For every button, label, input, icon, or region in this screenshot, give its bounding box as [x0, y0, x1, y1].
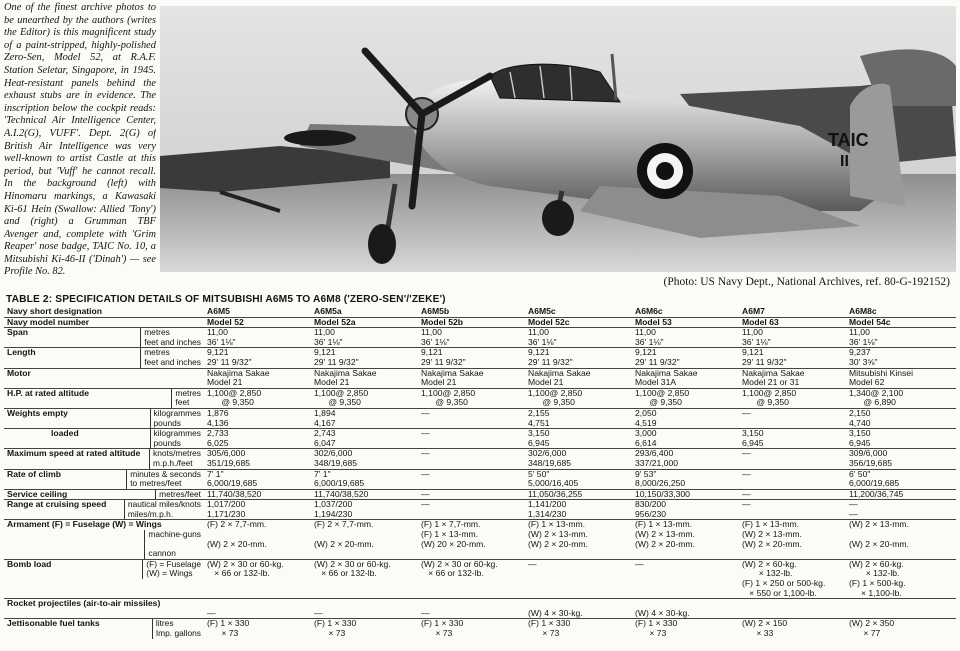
row-label-text: Range at cruising speed — [7, 499, 107, 510]
table-cell: (W) 2 × 30 or 60-kg. × 66 or 132-lb. — [314, 559, 391, 579]
table-cell: (W) 4 × 30-kg. — [528, 607, 583, 618]
table-cell: 11,00 36' 1⅛" — [528, 327, 557, 347]
row-label — [4, 429, 204, 449]
row-sub-labels: kilogrammes pounds — [150, 409, 201, 428]
table-cell: — — [742, 408, 751, 418]
table-cell: Model 54c — [849, 317, 891, 327]
table-cell: 1,100@ 2,850 @ 9,350 — [421, 388, 476, 408]
table-cell: 7' 1" 6,000/19,685 — [207, 469, 258, 489]
table-cell: — — [742, 448, 751, 459]
table-cell — [846, 599, 956, 619]
table-cell: Nakajima Sakae Model 21 — [314, 368, 377, 388]
table-row — [4, 619, 956, 639]
table-cell: (W) 2 × 60-kg. × 132-lb. (F) 1 × 250 or 500-kg. × 550 or 1,100-lb. — [742, 559, 826, 598]
table-cell: (F) 2 × 7,7-mm. (W) 2 × 20-mm. — [314, 519, 374, 549]
table-cell: Nakajima Sakae Model 21 — [421, 368, 484, 388]
table-cell: — — [742, 489, 751, 499]
row-label-text: Length — [7, 347, 36, 358]
table-cell: 3,150 6,945 — [528, 428, 550, 448]
row-label — [4, 368, 204, 388]
row-label-text: Bomb load — [7, 559, 52, 569]
table-row — [4, 317, 956, 328]
table-cell: — — [314, 607, 323, 618]
row-label-text: Maximum speed at rated altitude — [7, 448, 141, 459]
table-cell: 2,155 4,751 — [528, 408, 550, 428]
row-label-text: Motor — [7, 368, 31, 378]
row-label — [4, 348, 204, 368]
table-cell: (F) 1 × 330 × 73 — [207, 618, 250, 638]
row-label — [4, 317, 204, 328]
table-cell: A6M8c — [849, 307, 877, 316]
table-cell: 9' 53" 8,000/26,250 — [635, 469, 686, 489]
photo-credit: (Photo: US Navy Dept., National Archives, ref. 80-G-192152) — [663, 276, 950, 288]
table-cell: — — [421, 499, 430, 510]
table-cell: 11,00 36' 1⅛" — [314, 327, 343, 347]
table-cell: 9,121 29' 11 9/32" — [421, 347, 466, 367]
table-row — [4, 500, 956, 520]
table-cell: 11,050/36,255 — [528, 489, 583, 499]
table-cell: 302/6,000 348/19,685 — [528, 448, 572, 468]
table-cell: — — [421, 428, 430, 439]
table-cell: A6M5c — [528, 307, 556, 316]
table-cell: 2,050 4,519 — [635, 408, 657, 428]
table-cell: (F) 1 × 13-mm. (W) 2 × 13-mm. (W) 2 × 20-mm. — [742, 519, 802, 549]
table-cell: — — [207, 607, 216, 618]
table-cell: (W) 2 × 30 or 60-kg. × 66 or 132-lb. — [421, 559, 498, 579]
table-cell: (W) 2 × 150 × 33 — [742, 618, 788, 638]
table-cell — [739, 599, 846, 619]
table-cell: — — [742, 469, 751, 479]
row-sub-labels: (F) = Fuselage (W) = Wings — [142, 560, 201, 579]
row-label — [4, 408, 204, 428]
table-cell: 1,100@ 2,850 @ 9,350 — [528, 388, 583, 408]
table-cell: 11,740/38,520 — [314, 489, 369, 499]
row-label-text: H.P. at rated altitude — [7, 388, 89, 398]
table-cell: 3,150 6,945 — [742, 428, 764, 448]
table-cell: (W) 2 × 30 or 60-kg. × 66 or 132-lb. — [207, 559, 284, 579]
table-cell: 3,150 6,945 — [849, 428, 871, 448]
table-cell: (W) 2 × 350 × 77 — [849, 618, 895, 638]
table-cell: 1,141/200 1,314/230 — [528, 499, 567, 519]
row-label-text: Rate of climb — [7, 469, 61, 479]
table-cell: Mitsubishi Kinsei Model 62 — [849, 368, 913, 388]
table-cell: (F) 1 × 13-mm. (W) 2 × 13-mm. (W) 2 × 20-mm. — [528, 519, 588, 549]
table-cell: 1,100@ 2,850 @ 9,350 — [635, 388, 690, 408]
table-cell: (F) 1 × 330 × 73 — [314, 618, 357, 638]
table-cell: — — [421, 607, 430, 618]
tail-code-number: II — [840, 153, 849, 170]
row-label-text: loaded — [51, 428, 79, 439]
table-cell: 9,121 29' 11 9/32" — [742, 347, 787, 367]
table-cell: A6M5b — [421, 307, 450, 316]
table-cell: (F) 1 × 7,7-mm. (F) 1 × 13-mm. (W) 20 × 20-mm. — [421, 519, 486, 549]
table-cell: 2,150 4,740 — [849, 408, 871, 428]
row-sub-labels: nautical miles/knots miles/m.p.h. — [124, 500, 201, 519]
row-sub-labels: litres Imp. gallons — [152, 619, 201, 638]
row-label-text: Service ceiling — [7, 489, 68, 499]
table-cell: Model 52b — [421, 317, 464, 327]
row-sub-labels: metres feet and inches — [140, 328, 201, 347]
table-cell: 1,340@ 2,100 @ 6,890 — [849, 388, 904, 408]
table-row — [4, 328, 956, 348]
row-label — [4, 599, 204, 619]
table-cell: (W) 4 × 30-kg. — [635, 607, 690, 618]
zero-sen-photograph — [160, 6, 956, 272]
table-cell: Nakajima Sakae Model 21 — [528, 368, 591, 388]
table-row — [4, 408, 956, 428]
table-cell: 9,121 29' 11 9/32" — [314, 347, 359, 367]
table-cell: — — [421, 408, 430, 418]
row-label — [4, 489, 204, 500]
table-cell: 1,100@ 2,850 @ 9,350 — [207, 388, 262, 408]
table-cell: 5' 50" 5,000/16,405 — [528, 469, 579, 489]
table-row — [4, 469, 956, 489]
table-row — [4, 559, 956, 598]
table-cell: Nakajima Sakae Model 21 or 31 — [742, 368, 805, 388]
table-cell: A6M5a — [314, 307, 342, 316]
row-label — [4, 559, 204, 598]
row-label-text: Armament (F) = Fuselage (W) = Wings — [7, 519, 162, 530]
table-cell: 11,740/38,520 — [207, 489, 262, 499]
table-cell: 11,00 36' 1⅛" — [635, 327, 664, 347]
table-cell: 9,237 30' 3⅝" — [849, 347, 878, 367]
table-cell: — — [528, 559, 537, 569]
table-cell: 1,876 4,136 — [207, 408, 229, 428]
table-cell: Nakajima Sakae Model 21 — [207, 368, 270, 388]
table-row — [4, 429, 956, 449]
table-cell: 11,00 36' 1⅛" — [421, 327, 450, 347]
table-cell: Model 63 — [742, 317, 779, 327]
row-label — [4, 520, 204, 559]
table-cell: — — [742, 499, 751, 510]
row-sub-labels: machine-guns cannon — [144, 530, 201, 559]
table-cell: 1,894 4,167 — [314, 408, 336, 428]
table-cell: 11,00 36' 1⅛" — [742, 327, 771, 347]
row-label-text: Navy short designation — [7, 307, 103, 316]
table-cell: 293/6,400 337/21,000 — [635, 448, 679, 468]
table-cell: 6' 50" 6,000/19,685 — [849, 469, 900, 489]
table-cell: Model 53 — [635, 317, 672, 327]
table-cell: A6M5 — [207, 307, 230, 316]
table-cell: (F) 1 × 330 × 73 — [528, 618, 571, 638]
table-cell: Model 52 — [207, 317, 244, 327]
table-title: TABLE 2: SPECIFICATION DETAILS OF MITSUBISHI A6M5 TO A6M8 ('ZERO-SEN'/'ZEKE') — [6, 294, 446, 305]
table-cell: 302/6,000 348/19,685 — [314, 448, 358, 468]
table-row — [4, 449, 956, 469]
table-cell: 3,000 6,614 — [635, 428, 657, 448]
table-cell: (F) 1 × 330 × 73 — [421, 618, 464, 638]
table-row — [4, 307, 956, 317]
row-label — [4, 328, 204, 348]
row-label-text: Weights empty — [7, 408, 68, 418]
table-cell: — — [635, 559, 644, 569]
row-label-text: Jettisonable fuel tanks — [7, 618, 100, 629]
table-cell: Nakajima Sakae Model 31A — [635, 368, 698, 388]
table-cell: 11,00 36' 1⅛" — [849, 327, 878, 347]
table-cell: 7' 1" 6,000/19,685 — [314, 469, 365, 489]
row-sub-labels: minutes & seconds to metres/feet — [126, 470, 201, 489]
table-cell: — — [421, 489, 430, 499]
table-cell: 9,121 29' 11 9/32" — [207, 347, 252, 367]
table-cell: Model 52c — [528, 317, 570, 327]
table-row — [4, 489, 956, 500]
table-cell: 2,743 6,047 — [314, 428, 336, 448]
row-sub-labels: metres feet and inches — [140, 348, 201, 367]
table-cell: A6M7 — [742, 307, 765, 316]
table-row — [4, 388, 956, 408]
table-cell: (W) 2 × 60-kg. × 132-lb. (F) 1 × 500-kg. × 1,100-lb. — [849, 559, 906, 598]
table-cell: 1,100@ 2,850 @ 9,350 — [742, 388, 797, 408]
table-cell: — — [421, 448, 430, 459]
table-cell: (F) 1 × 13-mm. (W) 2 × 13-mm. (W) 2 × 20-mm. — [635, 519, 695, 549]
row-label-text: Navy model number — [7, 317, 90, 327]
table-cell: (F) 1 × 330 × 73 — [635, 618, 678, 638]
row-label — [4, 469, 204, 489]
table-cell: 1,037/200 1,194/230 — [314, 499, 353, 519]
table-cell: 830/200 956/230 — [635, 499, 667, 519]
tail-code-text: TAIC — [828, 130, 869, 150]
table-cell: (W) 2 × 13-mm. (W) 2 × 20-mm. — [849, 519, 909, 549]
row-label — [4, 307, 204, 317]
row-label — [4, 388, 204, 408]
table-cell: 11,00 36' 1⅛" — [207, 327, 236, 347]
table-cell: Model 52a — [314, 317, 356, 327]
table-row — [4, 348, 956, 368]
row-label-text: Rocket projectiles (air-to-air missiles) — [7, 598, 161, 609]
table-cell: — — [421, 469, 430, 479]
table-cell: — — — [849, 499, 858, 519]
row-label — [4, 449, 204, 469]
table-cell: 10,150/33,300 — [635, 489, 690, 499]
row-sub-labels: kilogrammes pounds — [150, 429, 201, 448]
table-cell: 11,200/36,745 — [849, 489, 904, 499]
table-row — [4, 368, 956, 388]
table-cell: (F) 2 × 7,7-mm. (W) 2 × 20-mm. — [207, 519, 267, 549]
table-cell: 1,100@ 2,850 @ 9,350 — [314, 388, 369, 408]
table-cell: 9,121 29' 11 9/32" — [528, 347, 573, 367]
table-cell: 9,121 29' 11 9/32" — [635, 347, 680, 367]
photo-caption: One of the finest archive photos to be unearthed by the authors (writes the Editor) is this magnificent study of a paint-stripped, highly-polished Zero-Sen, Model 52, at R.A.F. Station Seletar, Singapore, in 1945. Heat-resistant panels behind the exhaust stubs are in evidence. The inscription below the cockpit reads: 'Technical Air Intelligence Center, A.I.2(G), VUFF'. Dept. 2(G) of British Air Intelligence was very well-known to artist Castle at this period, but 'Vuff' he cannot recall. In the background (left) with Hinomaru markings, a Kawasaki Ki-61 Hein (Swallow: Allied 'Tony') and (right) a Grumman TBF Avenger and, complete with 'Grim Reaper' nose badge, TAIC No. 10, a Mitsubishi Ki-46-II ('Dinah') — see Profile No. 82. — [4, 2, 156, 278]
row-sub-labels: metres feet — [171, 389, 201, 408]
table-cell: 1,017/200 1,171/230 — [207, 499, 246, 519]
table-cell: 2,733 6,025 — [207, 428, 229, 448]
row-sub-labels: knots/metres m.p.h./feet — [149, 449, 201, 468]
table-cell: 305/6,000 351/19,685 — [207, 448, 251, 468]
row-label — [4, 500, 204, 520]
row-label — [4, 619, 204, 639]
row-sub-labels: metres/feet — [155, 490, 201, 500]
row-label-text: Span — [7, 327, 29, 338]
table-row — [4, 520, 956, 559]
table-cell: A6M6c — [635, 307, 663, 316]
specification-table — [4, 307, 956, 639]
table-cell: 309/6,000 356/19,685 — [849, 448, 893, 468]
table-row — [4, 599, 956, 619]
